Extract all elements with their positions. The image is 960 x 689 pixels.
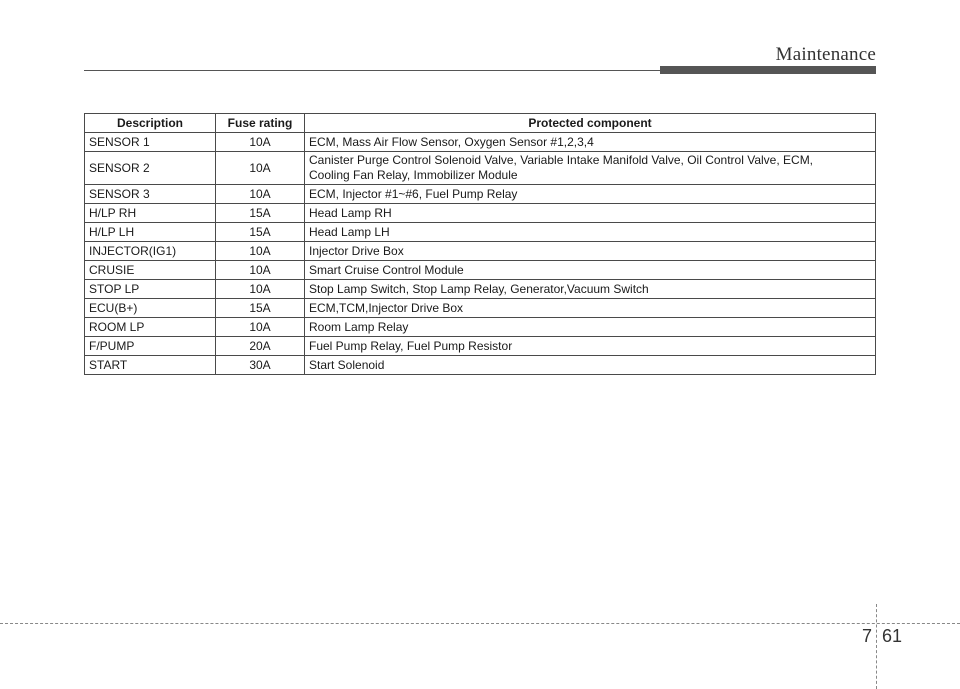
table-row — [85, 242, 876, 261]
table-header-row — [85, 114, 876, 133]
cell-protected-component: ECM,TCM,Injector Drive Box — [305, 299, 876, 318]
table-row — [85, 337, 876, 356]
cell-protected-component: ECM, Mass Air Flow Sensor, Oxygen Sensor #1,2,3,4 — [305, 133, 876, 152]
cell-protected-component: Room Lamp Relay — [305, 318, 876, 337]
cell-fuse-rating: 20A — [216, 337, 305, 356]
cell-description: H/LP RH — [85, 204, 216, 223]
table-row — [85, 318, 876, 337]
cell-description: START — [85, 356, 216, 375]
cell-fuse-rating: 10A — [216, 280, 305, 299]
section-title: Maintenance — [775, 44, 876, 65]
cell-fuse-rating: 15A — [216, 299, 305, 318]
cell-description: H/LP LH — [85, 223, 216, 242]
column-header-description: Description — [85, 114, 216, 133]
cell-protected-component: Canister Purge Control Solenoid Valve, Variable Intake Manifold Valve, Oil Control Valve, ECM, Cooling Fan Relay, Immobilizer Module — [305, 152, 876, 185]
cell-protected-component: Stop Lamp Switch, Stop Lamp Relay, Generator,Vacuum Switch — [305, 280, 876, 299]
cell-protected-component: Head Lamp RH — [305, 204, 876, 223]
cell-fuse-rating: 10A — [216, 242, 305, 261]
cell-fuse-rating: 15A — [216, 204, 305, 223]
table-row — [85, 185, 876, 204]
footer-dashed-rule — [0, 623, 960, 624]
header-rule-thin — [84, 70, 660, 71]
cell-description: SENSOR 3 — [85, 185, 216, 204]
cell-protected-component: Injector Drive Box — [305, 242, 876, 261]
cell-description: STOP LP — [85, 280, 216, 299]
cell-fuse-rating: 15A — [216, 223, 305, 242]
cell-protected-component: ECM, Injector #1~#6, Fuel Pump Relay — [305, 185, 876, 204]
page-number: 61 — [882, 626, 903, 646]
column-header-fuse-rating: Fuse rating — [216, 114, 305, 133]
cell-description: SENSOR 2 — [85, 152, 216, 185]
table-row — [85, 280, 876, 299]
cell-fuse-rating: 10A — [216, 152, 305, 185]
cell-description: INJECTOR(IG1) — [85, 242, 216, 261]
cell-description: ROOM LP — [85, 318, 216, 337]
cell-description: SENSOR 1 — [85, 133, 216, 152]
table-row — [85, 152, 876, 185]
table-row — [85, 223, 876, 242]
cell-fuse-rating: 30A — [216, 356, 305, 375]
cell-fuse-rating: 10A — [216, 133, 305, 152]
cell-protected-component: Smart Cruise Control Module — [305, 261, 876, 280]
table-row — [85, 204, 876, 223]
table-row — [85, 133, 876, 152]
column-header-protected-component: Protected component — [305, 114, 876, 133]
cell-protected-component: Fuel Pump Relay, Fuel Pump Resistor — [305, 337, 876, 356]
cell-fuse-rating: 10A — [216, 185, 305, 204]
table-row — [85, 356, 876, 375]
cell-description: ECU(B+) — [85, 299, 216, 318]
header-rule-thick — [660, 66, 876, 74]
cell-fuse-rating: 10A — [216, 261, 305, 280]
cell-description: CRUSIE — [85, 261, 216, 280]
cell-protected-component: Head Lamp LH — [305, 223, 876, 242]
cell-fuse-rating: 10A — [216, 318, 305, 337]
table-row — [85, 299, 876, 318]
fuse-table — [84, 113, 876, 375]
cell-description: F/PUMP — [85, 337, 216, 356]
chapter-number: 7 — [861, 626, 872, 646]
footer-dashed-divider — [876, 604, 877, 689]
table-row — [85, 261, 876, 280]
cell-protected-component: Start Solenoid — [305, 356, 876, 375]
